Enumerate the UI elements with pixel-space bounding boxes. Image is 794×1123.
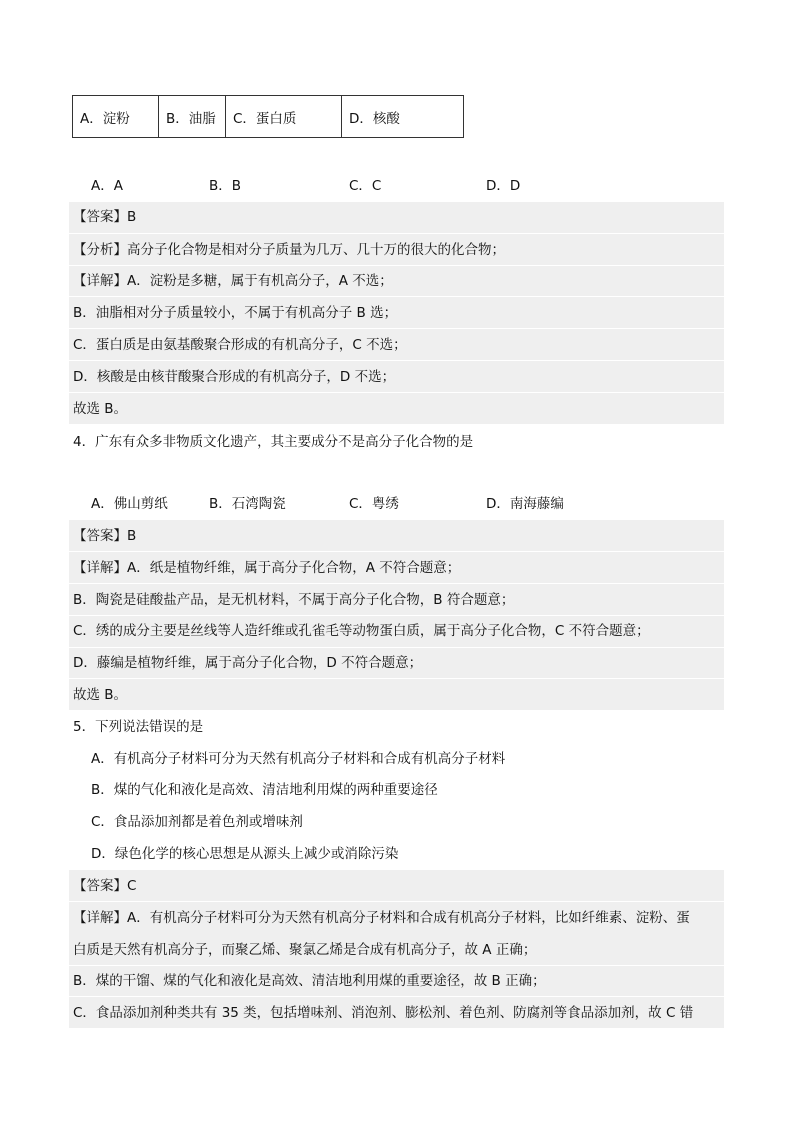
- q5-answer: 【答案】C: [73, 878, 137, 894]
- q5-detail-line: B．煤的干馏、煤的气化和液化是高效、清洁地利用煤的重要途径，故 B 正确；: [73, 973, 546, 989]
- q5-option-b: B．煤的气化和液化是高效、清洁地利用煤的两种重要途径: [91, 782, 438, 798]
- q3-answer: 【答案】B: [73, 209, 137, 225]
- q3-detail-line: 【详解】A．淀粉是多糖，属于有机高分子，A 不选；: [73, 273, 393, 289]
- q4-answer: 【答案】B: [73, 528, 137, 544]
- q5-option-d: D．绿色化学的核心思想是从源头上减少或消除污染: [91, 846, 399, 862]
- q5-detail-line: 白质是天然有机高分子，而聚乙烯、聚氯乙烯是合成有机高分子，故 A 正确；: [73, 942, 537, 958]
- q4-detail-line: B．陶瓷是硅酸盐产品，是无机材料，不属于高分子化合物，B 符合题意；: [73, 592, 515, 608]
- choice-c: C．C: [349, 178, 382, 194]
- choice-b: B．B: [209, 178, 242, 194]
- q4-detail-line: D．藤编是植物纤维，属于高分子化合物，D 不符合题意；: [73, 655, 423, 671]
- q5-option-c: C．食品添加剂都是着色剂或增味剂: [91, 814, 303, 830]
- separator: [69, 583, 724, 584]
- q3-analysis: 【分析】高分子化合物是相对分子质量为几万、几十万的很大的化合物；: [73, 242, 505, 258]
- separator: [69, 551, 724, 552]
- separator: [69, 360, 724, 361]
- table-cell-d: D．核酸: [342, 96, 464, 138]
- q4-stem: 4．广东有众多非物质文化遗产，其主要成分不是高分子化合物的是: [73, 434, 474, 450]
- table-cell-c: C．蛋白质: [226, 96, 342, 138]
- separator: [69, 996, 724, 997]
- options-table: [72, 95, 464, 138]
- q4-detail-line: 【详解】A．纸是植物纤维，属于高分子化合物，A 不符合题意；: [73, 560, 461, 576]
- q3-detail-line: C．蛋白质是由氨基酸聚合形成的有机高分子，C 不选；: [73, 337, 407, 353]
- separator: [69, 265, 724, 266]
- choice-b: B．石湾陶瓷: [209, 496, 286, 512]
- q5-detail-line: C．食品添加剂种类共有 35 类，包括增味剂、消泡剂、膨松剂、着色剂、防腐剂等食品添加剂，故 C 错: [73, 1005, 694, 1021]
- choice-a: A．佛山剪纸: [91, 496, 168, 512]
- q4-conclusion: 故选 B。: [73, 687, 128, 703]
- separator: [69, 615, 724, 616]
- table-cell-a: A．淀粉: [73, 96, 159, 138]
- separator: [69, 647, 724, 648]
- choice-a: A．A: [91, 178, 123, 194]
- separator: [69, 233, 724, 234]
- q3-detail-line: B．油脂相对分子质量较小，不属于有机高分子 B 选；: [73, 305, 398, 321]
- separator: [69, 328, 724, 329]
- q5-detail-line: 【详解】A．有机高分子材料可分为天然有机高分子材料和合成有机高分子材料，比如纤维素、淀粉、蛋: [73, 910, 690, 926]
- q4-detail-line: C．绣的成分主要是丝线等人造纤维或孔雀毛等动物蛋白质，属于高分子化合物，C 不符合题意；: [73, 623, 650, 639]
- table-cell-b: B．油脂: [159, 96, 226, 138]
- separator: [69, 392, 724, 393]
- separator: [69, 965, 724, 966]
- q5-stem: 5．下列说法错误的是: [73, 719, 204, 735]
- separator: [69, 901, 724, 902]
- separator: [69, 678, 724, 679]
- choice-d: D．南海藤编: [486, 496, 564, 512]
- choice-c: C．粤绣: [349, 496, 399, 512]
- table-row: [73, 96, 464, 138]
- q3-conclusion: 故选 B。: [73, 401, 128, 417]
- separator: [69, 296, 724, 297]
- q5-option-a: A．有机高分子材料可分为天然有机高分子材料和合成有机高分子材料: [91, 751, 506, 767]
- q3-detail-line: D．核酸是由核苷酸聚合形成的有机高分子，D 不选；: [73, 369, 396, 385]
- choice-d: D．D: [486, 178, 521, 194]
